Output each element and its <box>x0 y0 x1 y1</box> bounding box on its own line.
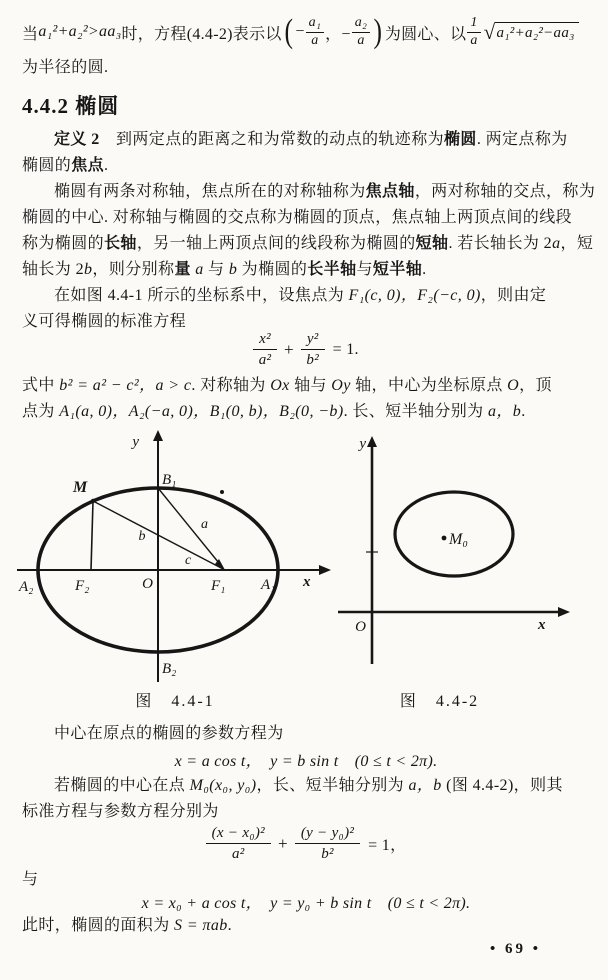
text-run: 椭圆 <box>444 131 477 148</box>
text-run: ，顶 <box>519 377 552 394</box>
text-run: 量 <box>174 261 191 278</box>
plus-sign: + <box>277 833 288 853</box>
paragraph-line <box>22 914 590 938</box>
paragraph-line <box>22 180 608 204</box>
label-origin: O <box>142 576 153 592</box>
text-run: b <box>84 261 93 278</box>
label-origin: O <box>355 619 366 635</box>
text-run: ，两对称轴的交点，称为 <box>414 183 596 200</box>
text-run: 标准方程与参数方程分别为 <box>22 803 219 820</box>
text-run: b² = a² − c²，a > c <box>59 377 192 394</box>
text-run: . 两定点称为 <box>476 131 568 148</box>
segment-m-to-f2 <box>91 501 93 570</box>
text-run: A₁(a, 0)，A₂(−a, 0)，B₁(0, b)，B₂(0, −b) <box>59 403 344 420</box>
figure-caption-1: 图 4.4-1 <box>135 693 215 710</box>
label-semi-minor-b: b <box>138 529 146 544</box>
label-m: M <box>73 479 88 496</box>
text-run: 与 <box>203 261 229 278</box>
close-paren: ) <box>373 13 383 50</box>
figure-4-4-1 <box>15 428 335 686</box>
paragraph-line <box>22 128 608 152</box>
text-run: 定义 2 <box>54 131 100 148</box>
text-run: 椭圆有两条对称轴，焦点所在的对称轴称为 <box>54 183 366 200</box>
text-run: . <box>227 917 233 934</box>
text-run: a <box>195 261 204 278</box>
section-number: 4.4.2 <box>22 94 69 118</box>
text-run: ，短 <box>560 235 594 252</box>
text-run: 在如图 4.4-1 所示的坐标系中，设焦点为 <box>54 287 349 304</box>
section-title: 椭圆 <box>75 94 120 118</box>
top-paragraph-line-1 <box>22 8 600 56</box>
fraction-1-over-a: $\frac{1}{a}$ <box>467 15 480 48</box>
text-run: ，长、短半轴分别为 <box>256 777 409 794</box>
text-run: (图 4.4-2)，则其 <box>441 777 563 794</box>
radicand: a₁²+a₂²−aa₃ <box>495 22 578 42</box>
equals-one: = 1. <box>332 340 359 358</box>
conjunction-line: 与 <box>22 871 39 888</box>
fraction-a2-over-a: $\frac{\text{a₂}}{a}$ <box>352 15 370 48</box>
text-run: 为圆心、以 <box>384 25 467 43</box>
formula-parametric-shifted: x = x₀ + a cos t， y = y₀ + b sin t (0 ≤ t < 2π). <box>141 895 471 912</box>
text-run: 到两定点的距离之和为常数的动点的轨迹称为 <box>99 131 445 148</box>
plus-sign: + <box>283 339 294 359</box>
text-run: 若椭圆的中心在点 <box>54 777 190 794</box>
text-run: a，b <box>408 777 442 794</box>
label-y-axis: y <box>132 434 139 450</box>
paragraph-line <box>22 232 594 256</box>
text-run: 长半轴 <box>307 261 357 278</box>
label-x-axis: x <box>303 574 311 590</box>
label-a1: A₁ <box>261 577 276 593</box>
formula-standard-ellipse <box>22 330 590 369</box>
equals-one: = 1， <box>368 837 407 854</box>
text-run: 点为 <box>22 403 60 420</box>
paragraph-line <box>22 800 590 824</box>
section-heading <box>22 90 119 120</box>
text-run: a，b <box>487 403 522 420</box>
label-a2: A₂ <box>19 579 34 595</box>
text-run: F₁(c, 0)，F₂(−c, 0) <box>348 287 481 304</box>
text-run: 椭圆的 <box>22 157 72 174</box>
fraction-shifted-y: $\frac{\text{(y − y₀)²}}{\text{b²}}$ <box>295 824 360 863</box>
paragraph-line <box>22 774 608 798</box>
y-axis-arrow-icon <box>153 430 163 441</box>
speck-dot <box>220 490 224 494</box>
label-m0: M₀ <box>449 531 468 548</box>
paragraph-line <box>22 258 590 282</box>
paragraph-line <box>22 722 608 746</box>
formula-shifted-ellipse <box>22 824 590 863</box>
paragraph-line <box>22 374 590 398</box>
figure-4-4-2 <box>332 432 582 676</box>
text-run: 短轴 <box>415 235 449 252</box>
point-m0 <box>442 536 447 541</box>
label-f1: F₁ <box>211 578 226 594</box>
label-focal-c: c <box>185 553 192 568</box>
paragraph-line <box>22 154 590 178</box>
label-b2: B₂ <box>162 661 177 677</box>
text-run: 义可得椭圆的标准方程 <box>22 313 187 330</box>
text-run: 轴与 <box>289 377 332 394</box>
minus-sign: − <box>295 23 305 40</box>
text-run: . 长、短半轴分别为 <box>343 403 488 420</box>
inline-math: a₁²+a₂²>aa₃ <box>38 23 122 40</box>
label-semi-major-a: a <box>201 517 208 532</box>
label-x-axis: x <box>538 617 546 633</box>
fraction-x2-a2: x² a² <box>253 330 277 369</box>
label-b1: B₁ <box>162 472 177 488</box>
text-run: . 对称轴为 <box>191 377 271 394</box>
x-axis-arrow-icon <box>558 607 570 617</box>
text-run: ，则由定 <box>480 287 547 304</box>
text-run: . <box>104 157 109 174</box>
text-run: . <box>422 261 427 278</box>
text-run: Oy <box>331 377 351 394</box>
radical-sign: √ <box>483 19 496 44</box>
text-run: ，− <box>325 25 351 43</box>
text-run: ，另一轴上两顶点间的线段称为椭圆的 <box>136 235 416 252</box>
text-run: 当 <box>22 25 39 43</box>
formula-parametric-origin: x = a cos t， y = b sin t (0 ≤ t < 2π). <box>174 753 438 770</box>
text-run: Ox <box>270 377 290 394</box>
text-run: 短半轴 <box>372 261 423 278</box>
text-run: 椭圆的中心. 对称轴与椭圆的交点称为椭圆的顶点，焦点轴上两顶点间的线段 <box>22 209 573 226</box>
text-run: 中心在原点的椭圆的参数方程为 <box>54 725 284 742</box>
text-run: 焦点 <box>71 157 105 174</box>
text-run: M₀(x₀, y₀) <box>189 777 257 794</box>
text-run: 此时，椭圆的面积为 <box>22 917 175 934</box>
text-run: 式中 <box>22 377 60 394</box>
text-run: S = πab <box>174 917 228 934</box>
text-run: 与 <box>356 261 373 278</box>
fraction-y2-b2: $\frac{\text{y²}}{\text{b²}}$ <box>301 330 325 369</box>
text-run: 焦点轴 <box>365 183 415 200</box>
text-run: 轴，中心为坐标原点 <box>350 377 508 394</box>
text-run: 称为椭圆的 <box>22 235 105 252</box>
point-m <box>91 499 95 503</box>
text-run: 长轴 <box>104 235 137 252</box>
text-run: a <box>552 235 561 252</box>
page-number: • 69 • <box>490 941 542 957</box>
top-paragraph-line-2: 为半径的圆. <box>22 59 109 76</box>
text-run: 时，方程(4.4-2)表示以 <box>121 25 282 43</box>
text-run: 为椭圆的 <box>237 261 308 278</box>
fraction-shifted-x: (x − x₀)² a² <box>206 824 271 863</box>
label-y-axis: y <box>359 436 366 452</box>
text-run: . 若长轴长为 2 <box>448 235 553 252</box>
open-paren: ( <box>284 13 293 50</box>
paragraph-line <box>22 284 608 308</box>
paragraph-line <box>22 206 590 230</box>
fraction-a1-over-a: $\frac{\text{a₁}}{a}$ <box>306 15 324 48</box>
label-f2: F₂ <box>75 578 90 594</box>
text-run: ，则分别称 <box>92 261 175 278</box>
text-run: . <box>521 403 526 420</box>
text-run: b <box>228 261 238 278</box>
text-run: 轴长为 2 <box>22 261 85 278</box>
x-axis-arrow-icon <box>319 565 331 575</box>
text-run: O <box>507 377 520 394</box>
figure-caption-2: 图 4.4-2 <box>399 693 480 710</box>
square-root <box>483 19 579 44</box>
y-axis-arrow-icon <box>367 436 377 447</box>
paragraph-line <box>22 400 590 424</box>
